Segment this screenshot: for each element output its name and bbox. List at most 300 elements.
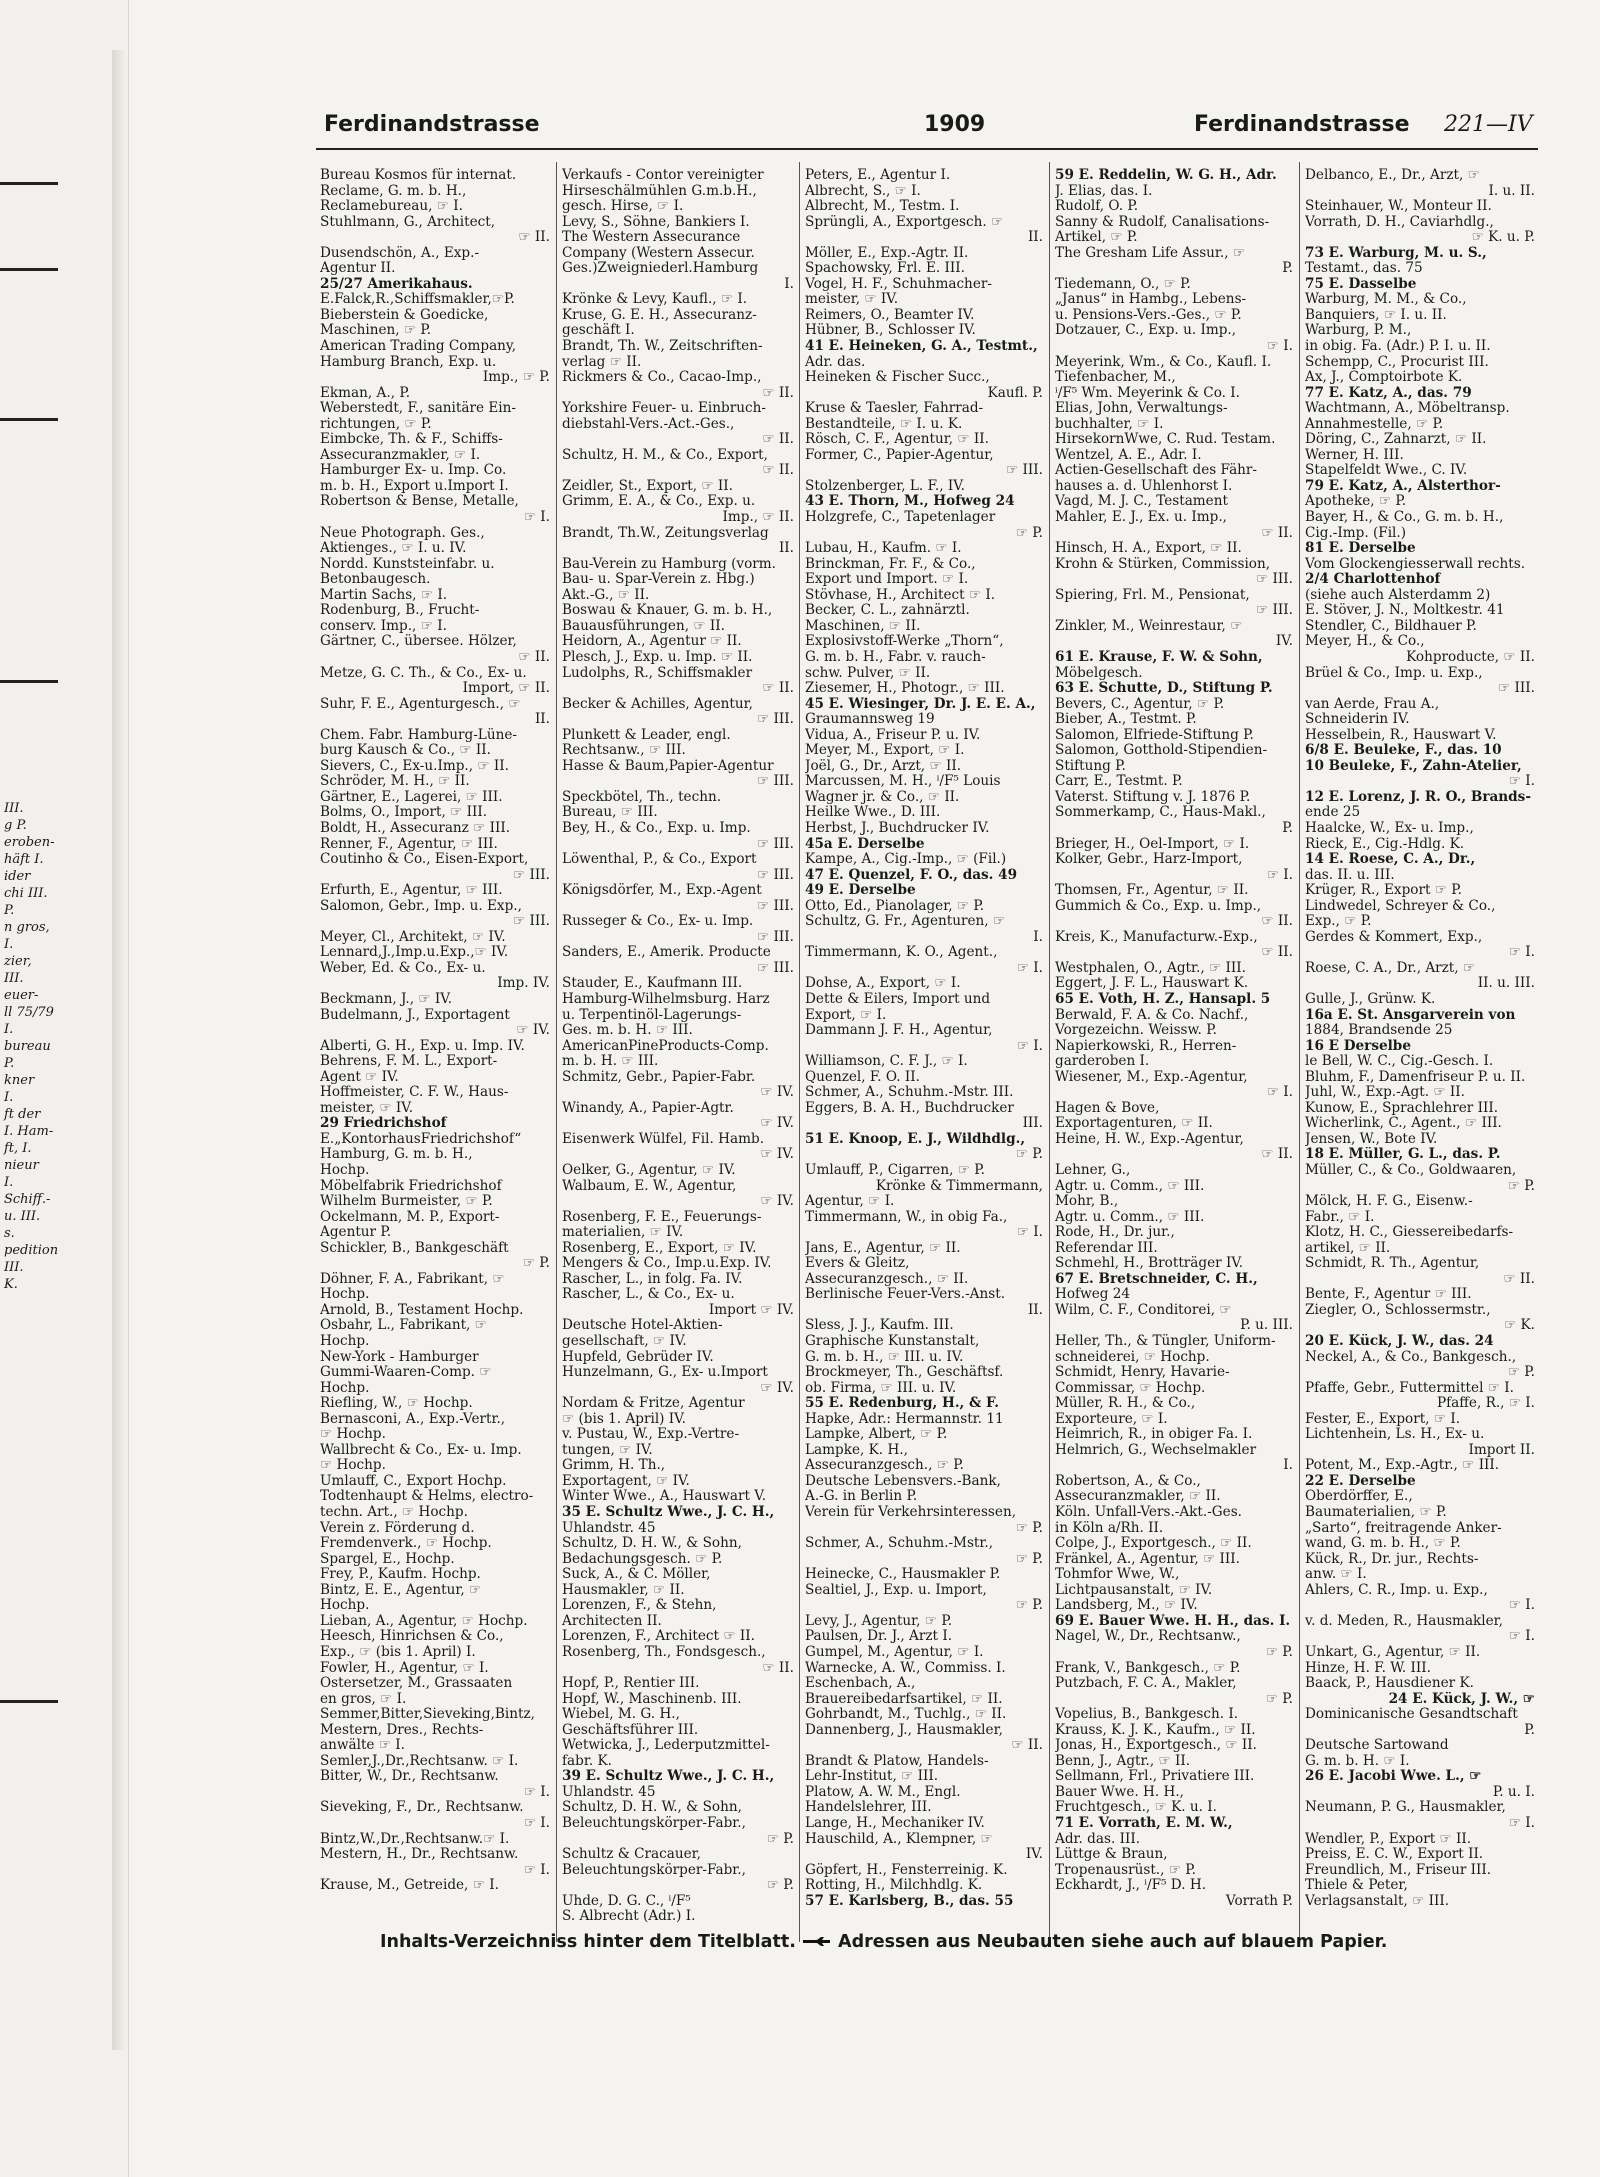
gutter-rule — [0, 418, 58, 421]
gutter-fragment: pedition — [4, 1243, 59, 1258]
header-rule — [316, 148, 1538, 150]
directory-line: Mahler, E. J., Ex. u. Imp., — [1055, 510, 1227, 526]
directory-line: Vom Glockengiesserwall rechts. — [1305, 556, 1526, 572]
directory-line: Bolms, O., Import, ☞ III. — [320, 805, 488, 821]
directory-line: Brieger, H., Oel-Import, ☞ I. — [1055, 836, 1250, 852]
column-divider — [799, 162, 800, 1942]
directory-line: ☞ P. — [1015, 525, 1043, 541]
directory-line: Beleuchtungskörper-Fabr., — [562, 1862, 746, 1878]
directory-line: Exp., ☞ (bis 1. April) I. — [320, 1644, 476, 1660]
directory-line: Agent ☞ IV. — [320, 1069, 399, 1085]
directory-line: Agtr. u. Comm., ☞ III. — [1055, 1209, 1205, 1225]
directory-line: Explosivstoff-Werke „Thorn“, — [805, 634, 1004, 650]
pointing-hand-icon — [802, 1936, 832, 1948]
directory-line: (siehe auch Alsterdamm 2) — [1305, 587, 1491, 603]
directory-line: Heimrich, R., in obiger Fa. I. — [1055, 1427, 1253, 1443]
directory-line: Lennard,J.,Imp.u.Exp.,☞ IV. — [320, 945, 509, 961]
directory-line: 79 E. Katz, A., Alsterthor- — [1305, 478, 1501, 494]
directory-line: Beckmann, J., ☞ IV. — [320, 991, 453, 1007]
directory-line: Hamburg, G. m. b. H., — [320, 1147, 473, 1163]
directory-line: ☞ III. — [1498, 681, 1535, 697]
directory-line: Bente, F., Agentur ☞ III. — [1305, 1287, 1472, 1303]
directory-line: 63 E. Schutte, D., Stiftung P. — [1055, 681, 1273, 697]
directory-line: P. u. III. — [1240, 1318, 1293, 1334]
directory-line: Unkart, G., Agentur, ☞ II. — [1305, 1644, 1481, 1660]
directory-line: Exportagent, ☞ IV. — [562, 1473, 690, 1489]
directory-line: 73 E. Warburg, M. u. S., — [1305, 245, 1487, 261]
directory-line: Assecuranzmakler, ☞ I. — [320, 447, 481, 463]
directory-line: Coutinho & Co., Eisen-Export, — [320, 852, 529, 868]
directory-line: Hinsch, H. A., Export, ☞ II. — [1055, 541, 1242, 557]
directory-line: 2/4 Charlottenhof — [1305, 572, 1441, 588]
directory-line: Apotheke, ☞ P. — [1305, 494, 1407, 510]
directory-line: Assecuranzgesch., ☞ II. — [805, 1271, 969, 1287]
directory-line: geschäft I. — [562, 323, 635, 339]
directory-line: Möbelgesch. — [1055, 665, 1143, 681]
gutter-fragment: Schiff.- — [4, 1192, 51, 1207]
gutter-fragment: ft, I. — [4, 1141, 32, 1156]
directory-line: ☞ I. — [1266, 339, 1293, 355]
directory-line: Wentzel, A. E., Adr. I. — [1055, 447, 1202, 463]
gutter-fragment: P. — [4, 1056, 15, 1071]
directory-line: Bayer, H., & Co., G. m. b. H., — [1305, 510, 1504, 526]
directory-line: Williamson, C. F. J., ☞ I. — [805, 1054, 968, 1070]
directory-line: Lehr-Institut, ☞ III. — [805, 1769, 939, 1785]
directory-line: Heineken & Fischer Succ., — [805, 370, 990, 386]
directory-line: Nordam & Fritze, Agentur — [562, 1396, 745, 1412]
directory-line: Grimm, H. Th., — [562, 1458, 666, 1474]
directory-line: Sanders, E., Amerik. Producte — [562, 945, 771, 961]
directory-line: Hauschild, A., Klempner, ☞ — [805, 1831, 993, 1847]
directory-line: Verein für Verkehrsinteressen, — [805, 1505, 1017, 1521]
binding-shadow — [112, 50, 126, 2050]
directory-line: ☞ P. — [1015, 1598, 1043, 1614]
directory-line: ☞ K. — [1504, 1318, 1535, 1334]
directory-line: II. — [1027, 230, 1043, 246]
directory-line: ☞ IV. — [516, 1023, 550, 1039]
directory-line: Klotz, H. C., Giessereibedarfs- — [1305, 1225, 1514, 1241]
directory-line: Eisenwerk Wülfel, Fil. Hamb. — [562, 1131, 765, 1147]
directory-line: ☞ I. — [1508, 1815, 1535, 1831]
directory-line: artikel, ☞ II. — [1305, 1240, 1391, 1256]
directory-line: II. — [1027, 1302, 1043, 1318]
directory-line: 81 E. Derselbe — [1305, 541, 1416, 557]
directory-line: Lieban, A., Agentur, ☞ Hochp. — [320, 1613, 528, 1629]
directory-line: Architecten II. — [562, 1613, 662, 1629]
directory-line: Eckhardt, J., ⁱ/F⁵ D. H. — [1055, 1878, 1207, 1894]
directory-line: Nagel, W., Dr., Rechtsanw., — [1055, 1629, 1241, 1645]
directory-line: AmericanPineProducts-Comp. — [562, 1038, 769, 1054]
directory-line: Schultz, D. H. W., & Sohn, — [562, 1536, 742, 1552]
directory-line: Exporteure, ☞ I. — [1055, 1411, 1168, 1427]
directory-line: Hausmakler, ☞ II. — [562, 1582, 685, 1598]
directory-line: New-York - Hamburger — [320, 1349, 479, 1365]
directory-line: 43 E. Thorn, M., Hofweg 24 — [805, 494, 1015, 510]
directory-line: Spargel, E., Hochp. — [320, 1551, 455, 1567]
directory-line: materialien, ☞ IV. — [562, 1225, 684, 1241]
directory-line: Hoffmeister, C. F. W., Haus- — [320, 1085, 509, 1101]
gutter-fragment: I. Ham- — [4, 1124, 54, 1139]
directory-line: ☞ I. — [1016, 1225, 1043, 1241]
directory-line: Export und Import. ☞ I. — [805, 572, 969, 588]
directory-line: Gerdes & Kommert, Exp., — [1305, 929, 1483, 945]
directory-line: 14 E. Roese, C. A., Dr., — [1305, 852, 1476, 868]
directory-line: Annahmestelle, ☞ P. — [1305, 416, 1444, 432]
directory-line: Rösch, C. F., Agentur, ☞ II. — [805, 432, 989, 448]
directory-line: Ahlers, C. R., Imp. u. Exp., — [1305, 1582, 1488, 1598]
directory-line: Vorrath P. — [1225, 1893, 1293, 1909]
directory-line: Rodenburg, B., Frucht- — [320, 603, 480, 619]
directory-line: Hopf, W., Maschinenb. III. — [562, 1691, 742, 1707]
directory-line: Schröder, M. H., ☞ II. — [320, 774, 470, 790]
directory-line: Lampke, Albert, ☞ P. — [805, 1427, 948, 1443]
directory-line: Dannenberg, J., Hausmakler, — [805, 1722, 1003, 1738]
directory-line: Ziegler, O., Schlossermstr., — [1305, 1302, 1491, 1318]
directory-line: Becker & Achilles, Agentur, — [562, 696, 753, 712]
directory-line: ☞ IV. — [760, 1085, 794, 1101]
directory-line: Thiele & Peter, — [1305, 1878, 1408, 1894]
directory-line: Döhner, F. A., Fabrikant, ☞ — [320, 1271, 505, 1287]
directory-line: Ekman, A., P. — [320, 385, 411, 401]
directory-line: Arnold, B., Testament Hochp. — [320, 1302, 524, 1318]
directory-line: Evers & Gleitz, — [805, 1256, 910, 1272]
directory-line: v. Pustau, W., Exp.-Vertre- — [562, 1427, 740, 1443]
directory-line: Robertson & Bense, Metalle, — [320, 494, 519, 510]
directory-line: 41 E. Heineken, G. A., Testmt., — [805, 339, 1038, 355]
directory-line: Fränkel, A., Agentur, ☞ III. — [1055, 1551, 1240, 1567]
directory-line: Helmrich, G., Wechselmakler — [1055, 1442, 1257, 1458]
directory-line: Ges. m. b. H. ☞ III. — [562, 1023, 693, 1039]
directory-line: Gummi-Waaren-Comp. ☞ — [320, 1365, 492, 1381]
directory-line: E. Stöver, J. N., Moltkestr. 41 — [1305, 603, 1505, 619]
directory-line: Wallbrecht & Co., Ex- u. Imp. — [320, 1442, 522, 1458]
directory-line: Eggers, B. A. H., Buchdrucker — [805, 1100, 1014, 1116]
directory-line: Schultz, D. H. W., & Sohn, — [562, 1800, 742, 1816]
directory-line: ☞ P. — [1507, 1178, 1535, 1194]
directory-line: Import II. — [1468, 1442, 1535, 1458]
directory-line: 24 E. Kück, J. W., ☞ — [1388, 1691, 1535, 1707]
directory-line: Stapelfeldt Wwe., C. IV. — [1305, 463, 1468, 479]
directory-line: diebstahl-Vers.-Act.-Ges., — [562, 416, 735, 432]
directory-line: Jensen, W., Bote IV. — [1305, 1131, 1438, 1147]
directory-line: ☞ IV. — [760, 1194, 794, 1210]
page-number: 221—IV — [1444, 112, 1533, 137]
directory-line: Rudolf, O. P. — [1055, 199, 1139, 215]
directory-line: Rieck, E., Cig.-Hdlg. K. — [1305, 836, 1465, 852]
directory-line: Krönke & Levy, Kaufl., ☞ I. — [562, 292, 748, 308]
directory-line: Berwald, F. A. & Co. Nachf., — [1055, 1007, 1249, 1023]
directory-line: 39 E. Schultz Wwe., J. C. H., — [562, 1769, 775, 1785]
directory-line: Wilm, C. F., Conditorei, ☞ — [1055, 1302, 1232, 1318]
gutter-fragment: P. — [4, 903, 15, 918]
directory-line: ☞ Hochp. — [320, 1458, 386, 1474]
directory-line: ☞ I. — [523, 1862, 550, 1878]
directory-line: 26 E. Jacobi Wwe. L., ☞ — [1305, 1769, 1482, 1785]
directory-line: American Trading Company, — [320, 339, 517, 355]
directory-line: Assecuranzgesch., ☞ P. — [805, 1458, 964, 1474]
directory-line: Plunkett & Leader, engl. — [562, 727, 731, 743]
directory-line: Schultz, G. Fr., Agenturen, ☞ — [805, 914, 1006, 930]
directory-line: ☞ II. — [762, 432, 794, 448]
directory-line: ☞ I. — [1508, 774, 1535, 790]
directory-line: Lubau, H., Kaufm. ☞ I. — [805, 541, 962, 557]
directory-line: ☞ III. — [513, 914, 550, 930]
directory-line: ☞ I. — [1266, 867, 1293, 883]
directory-line: Wiebel, M. G. H., — [562, 1707, 680, 1723]
directory-line: Import ☞ IV. — [708, 1302, 794, 1318]
gutter-fragment: ider — [4, 869, 31, 884]
directory-line: ☞ II. — [1261, 945, 1293, 961]
directory-line: ☞ II. — [1503, 1271, 1535, 1287]
directory-line: P. — [1524, 1722, 1535, 1738]
directory-line: Ludolphs, R., Schiffsmakler — [562, 665, 753, 681]
gutter-fragment: u. III. — [4, 1209, 41, 1224]
directory-line: Krönke & Timmermann, — [875, 1178, 1043, 1194]
directory-line: Bey, H., & Co., Exp. u. Imp. — [562, 820, 751, 836]
directory-line: Lüttge & Braun, — [1055, 1847, 1168, 1863]
directory-line: Steinhauer, W., Monteur II. — [1305, 199, 1492, 215]
directory-line: Vaterst. Stiftung v. J. 1876 P. — [1055, 789, 1251, 805]
directory-line: Lange, H., Mechaniker IV. — [805, 1815, 985, 1831]
gutter-fragment: euer- — [4, 988, 39, 1003]
directory-line: Brandt, Th.W., Zeitungsverlag — [562, 525, 769, 541]
gutter-fragment: g P. — [4, 818, 27, 833]
directory-line: 35 E. Schultz Wwe., J. C. H., — [562, 1505, 775, 1521]
directory-line: 67 E. Bretschneider, C. H., — [1055, 1271, 1258, 1287]
directory-line: Maschinen, ☞ II. — [805, 618, 921, 634]
gutter-fragment: eroben- — [4, 835, 55, 850]
directory-line: Müller, C., & Co., Goldwaaren, — [1305, 1163, 1517, 1178]
directory-line: Import, ☞ II. — [462, 681, 550, 697]
directory-line: ☞ I. — [523, 1784, 550, 1800]
directory-line: Spachowsky, Frl. E. III. — [805, 261, 965, 277]
directory-line: Wachtmann, A., Möbeltransp. — [1305, 401, 1510, 417]
directory-line: Artikel, ☞ P. — [1055, 230, 1138, 246]
directory-line: Salomon, Gotthold-Stipendien- — [1055, 743, 1268, 759]
directory-line: Kohproducte, ☞ II. — [1406, 649, 1535, 665]
directory-line: Neue Photograph. Ges., — [320, 525, 485, 541]
directory-line: ☞ I. — [523, 1815, 550, 1831]
directory-line: Hofweg 24 — [1055, 1287, 1131, 1303]
directory-line: Assecuranzmakler, ☞ II. — [1055, 1489, 1221, 1505]
directory-line: Krause, M., Getreide, ☞ I. — [320, 1878, 499, 1894]
directory-line: 59 E. Reddelin, W. G. H., Adr. — [1055, 168, 1277, 183]
directory-line: G. m. b. H., Fabr. v. rauch- — [805, 649, 986, 665]
directory-line: ☞ K. u. P. — [1471, 230, 1535, 246]
directory-line: en gros, ☞ I. — [320, 1691, 407, 1707]
directory-line: fabr. K. — [562, 1753, 612, 1769]
directory-line: II. — [778, 541, 794, 557]
directory-line: Bieber, A., Testmt. P. — [1055, 712, 1197, 728]
directory-line: Beleuchtungskörper-Fabr., — [562, 1815, 746, 1831]
directory-line: Banquiers, ☞ I. u. II. — [1305, 307, 1447, 323]
directory-line: Landsberg, M., ☞ IV. — [1055, 1598, 1198, 1614]
directory-line: Kück, R., Dr. jur., Rechts- — [1305, 1551, 1479, 1567]
directory-line: Schickler, B., Bankgeschäft — [320, 1240, 509, 1256]
directory-line: Rosenberg, Th., Fondsgesch., — [562, 1644, 766, 1660]
directory-line: Krohn & Stürken, Commission, — [1055, 556, 1271, 572]
directory-line: Rickmers & Co., Cacao-Imp., — [562, 370, 762, 386]
directory-line: Weber, Ed. & Co., Ex- u. — [320, 960, 486, 976]
directory-line: ☞ III. — [513, 867, 550, 883]
directory-line: Verein z. Förderung d. — [320, 1520, 475, 1536]
directory-line: Platow, A. W. M., Engl. — [805, 1784, 961, 1800]
directory-line: ☞ III. — [1256, 572, 1293, 588]
directory-line: Former, C., Papier-Agentur, — [805, 447, 994, 463]
directory-line: Lorenzen, F., & Stehn, — [562, 1598, 717, 1614]
directory-line: G. m. b. H., ☞ III. u. IV. — [805, 1349, 964, 1365]
directory-line: Schmer, A., Schuhm.-Mstr., — [805, 1536, 994, 1552]
directory-line: Chem. Fabr. Hamburg-Lüne- — [320, 727, 517, 743]
directory-line: Plesch, J., Exp. u. Imp. ☞ II. — [562, 649, 753, 665]
directory-line: Salomon, Elfriede-Stiftung P. — [1055, 727, 1254, 743]
directory-line: le Bell, W. C., Cig.-Gesch. I. — [1305, 1054, 1494, 1070]
directory-line: schw. Pulver, ☞ II. — [805, 665, 931, 681]
directory-line: Hamburg-Wilhelmsburg. Harz — [562, 991, 770, 1007]
directory-line: Bieberstein & Goedicke, — [320, 307, 489, 323]
footer-index-note: Inhalts-Verzeichniss hinter dem Titelblatt. — [380, 1932, 796, 1952]
gutter-fragment: nieur — [4, 1158, 39, 1173]
directory-line: ☞ II. — [762, 385, 794, 401]
directory-line: Albrecht, S., ☞ I. — [805, 183, 921, 199]
directory-line: G. m. b. H. ☞ I. — [1305, 1753, 1410, 1769]
directory-line: I. u. II. — [1488, 183, 1535, 199]
directory-line: ☞ III. — [1256, 603, 1293, 619]
directory-line: Meyer, H., & Co., — [1305, 634, 1425, 650]
directory-line: Hunzelmann, G., Ex- u.Import — [562, 1365, 768, 1381]
directory-line: ☞ II. — [1261, 525, 1293, 541]
gutter-rule — [0, 680, 58, 683]
directory-line: ☞ III. — [757, 774, 794, 790]
directory-line: 71 E. Vorrath, E. M. W., — [1055, 1815, 1233, 1831]
directory-line: Graumannsweg 19 — [805, 712, 935, 728]
directory-line: Carr, E., Testmt. P. — [1055, 774, 1183, 790]
directory-line: Fowler, H., Agentur, ☞ I. — [320, 1660, 489, 1676]
directory-line: 55 E. Redenburg, H., & F. — [805, 1396, 1000, 1412]
directory-line: 25/27 Amerikahaus. — [320, 276, 473, 292]
directory-line: Möller, E., Exp.-Agtr. II. — [805, 245, 969, 261]
directory-line: Heesch, Hinrichsen & Co., — [320, 1629, 504, 1645]
directory-line: A.-G. in Berlin P. — [805, 1489, 918, 1505]
directory-line: Hochp. — [320, 1287, 370, 1303]
directory-line: Aktienges., ☞ I. u. IV. — [320, 541, 467, 557]
directory-line: Hochp. — [320, 1163, 370, 1178]
directory-page — [128, 0, 1600, 2177]
directory-line: Fruchtgesch., ☞ K. u. I. — [1055, 1800, 1217, 1816]
directory-line: Mestern, H., Dr., Rechtsanw. — [320, 1847, 519, 1863]
directory-line: buchhalter, ☞ I. — [1055, 416, 1164, 432]
directory-line: Rotting, H., Milchhdlg. K. — [805, 1878, 983, 1894]
directory-line: III. — [1022, 1116, 1043, 1132]
directory-line: Uhde, D. G. C., ⁱ/F⁵ — [562, 1893, 691, 1909]
directory-line: ☞ III. — [757, 960, 794, 976]
directory-line: Meyer, Cl., Architekt, ☞ IV. — [320, 929, 506, 945]
page-footer — [380, 1932, 1590, 1962]
directory-line: Walbaum, E. W., Agentur, — [562, 1178, 737, 1194]
directory-line: ☞ I. — [1016, 1038, 1043, 1054]
directory-line: Warburg, P. M., — [1305, 323, 1412, 339]
gutter-fragment: n gros, — [4, 920, 50, 935]
directory-line: Elias, John, Verwaltungs- — [1055, 401, 1228, 417]
directory-line: Handelslehrer, III. — [805, 1800, 932, 1816]
directory-line: Stiftung P. — [1055, 758, 1126, 774]
gutter-fragment: chi III. — [4, 886, 48, 901]
directory-line: Boswau & Knauer, G. m. b. H., — [562, 603, 773, 619]
directory-line: wand, G. m. b. H., ☞ P. — [1305, 1536, 1461, 1552]
directory-line: Suck, A., & C. Möller, — [562, 1567, 711, 1583]
directory-line: gesch. Hirse, ☞ I. — [562, 199, 684, 215]
directory-line: Mölck, H. F. G., Eisenw.- — [1305, 1194, 1473, 1210]
column-divider — [556, 162, 557, 1942]
directory-line: Rosenberg, F. E., Feuerungs- — [562, 1209, 762, 1225]
directory-line: Herbst, J., Buchdrucker IV. — [805, 820, 990, 836]
column-divider — [1299, 162, 1300, 1942]
directory-line: Dohse, A., Export, ☞ I. — [805, 976, 961, 992]
directory-line: Reclamebureau, ☞ I. — [320, 199, 463, 215]
directory-line: ☞ P. — [1507, 1365, 1535, 1381]
directory-line: Russeger & Co., Ex- u. Imp. — [562, 914, 754, 930]
directory-line: Agentur, ☞ I. — [805, 1194, 895, 1210]
directory-line: Schmehl, H., Brotträger IV. — [1055, 1256, 1244, 1272]
directory-line: Colpe, J., Exportgesch., ☞ II. — [1055, 1536, 1252, 1552]
directory-line: Kampe, A., Cig.-Imp., ☞ (Fil.) — [805, 852, 1007, 868]
directory-line: 65 E. Voth, H. Z., Hansapl. 5 — [1055, 991, 1271, 1007]
directory-line: Renner, F., Agentur, ☞ III. — [320, 836, 498, 852]
directory-line: Suhr, F. E., Agenturgesch., ☞ — [320, 696, 521, 712]
directory-line: Wetwicka, J., Lederputzmittel- — [562, 1738, 770, 1754]
directory-line: Hinze, H. F. W. III. — [1305, 1660, 1431, 1676]
directory-line: Schneiderin IV. — [1305, 712, 1410, 728]
directory-line: schneiderei, ☞ Hochp. — [1055, 1349, 1210, 1365]
directory-line: Bureau Kosmos für internat. — [320, 168, 517, 183]
directory-line: Göpfert, H., Fensterreinig. K. — [805, 1862, 1008, 1878]
directory-line: Stövhase, H., Architect ☞ I. — [805, 587, 996, 603]
directory-line: Joël, G., Dr., Arzt, ☞ II. — [805, 758, 962, 774]
directory-line: Sellmann, Frl., Privatiere III. — [1055, 1769, 1255, 1785]
directory-line: Westphalen, O., Agtr., ☞ III. — [1055, 960, 1246, 976]
directory-line: ☞ II. — [518, 230, 550, 246]
directory-line: Frank, V., Bankgesch., ☞ P. — [1055, 1660, 1241, 1676]
directory-line: Putzbach, F. C. A., Makler, — [1055, 1676, 1237, 1692]
directory-line: Eimbcke, Th. & F., Schiffs- — [320, 432, 503, 448]
gutter-fragment: s. — [4, 1226, 15, 1241]
directory-line: Dette & Eilers, Import und — [805, 991, 991, 1007]
directory-line: I. — [1283, 1458, 1293, 1474]
directory-line: Wendler, P., Export ☞ II. — [1305, 1831, 1472, 1847]
directory-line: Cig.-Imp. (Fil.) — [1305, 525, 1407, 541]
directory-line: ☞ IV. — [760, 1116, 794, 1132]
directory-line: ☞ (bis 1. April) IV. — [562, 1411, 686, 1427]
directory-line: Export, ☞ I. — [805, 1007, 887, 1023]
directory-line: Heidorn, A., Agentur ☞ II. — [562, 634, 742, 650]
directory-line: Schultz, H. M., & Co., Export, — [562, 447, 768, 463]
directory-line: Boldt, H., Assecuranz ☞ III. — [320, 820, 511, 836]
directory-line: Lampke, K. H., — [805, 1442, 908, 1458]
directory-line: Löwenthal, P., & Co., Export — [562, 852, 757, 868]
directory-line: 77 E. Katz, A., das. 79 — [1305, 385, 1472, 401]
directory-line: Ax, J., Comptoirbote K. — [1305, 370, 1463, 386]
directory-line: u. Pensions-Vers.-Ges., ☞ P. — [1055, 307, 1242, 323]
directory-line: Holzgrefe, C., Tapetenlager — [805, 510, 996, 526]
gutter-rule — [0, 182, 58, 185]
directory-line: E.Falck,R.,Schiffsmakler,☞P. — [320, 292, 515, 308]
directory-line: meister, ☞ IV. — [805, 292, 899, 308]
directory-line: Semmer,Bitter,Sieveking,Bintz, — [320, 1707, 535, 1723]
directory-line: Mestern, Dres., Rechts- — [320, 1722, 484, 1738]
directory-line: Tohmfor Wwe, W., — [1055, 1567, 1180, 1583]
directory-line: Hesselbein, R., Hauswart V. — [1305, 727, 1497, 743]
directory-line: Vidua, A., Friseur P. u. IV. — [805, 727, 981, 743]
